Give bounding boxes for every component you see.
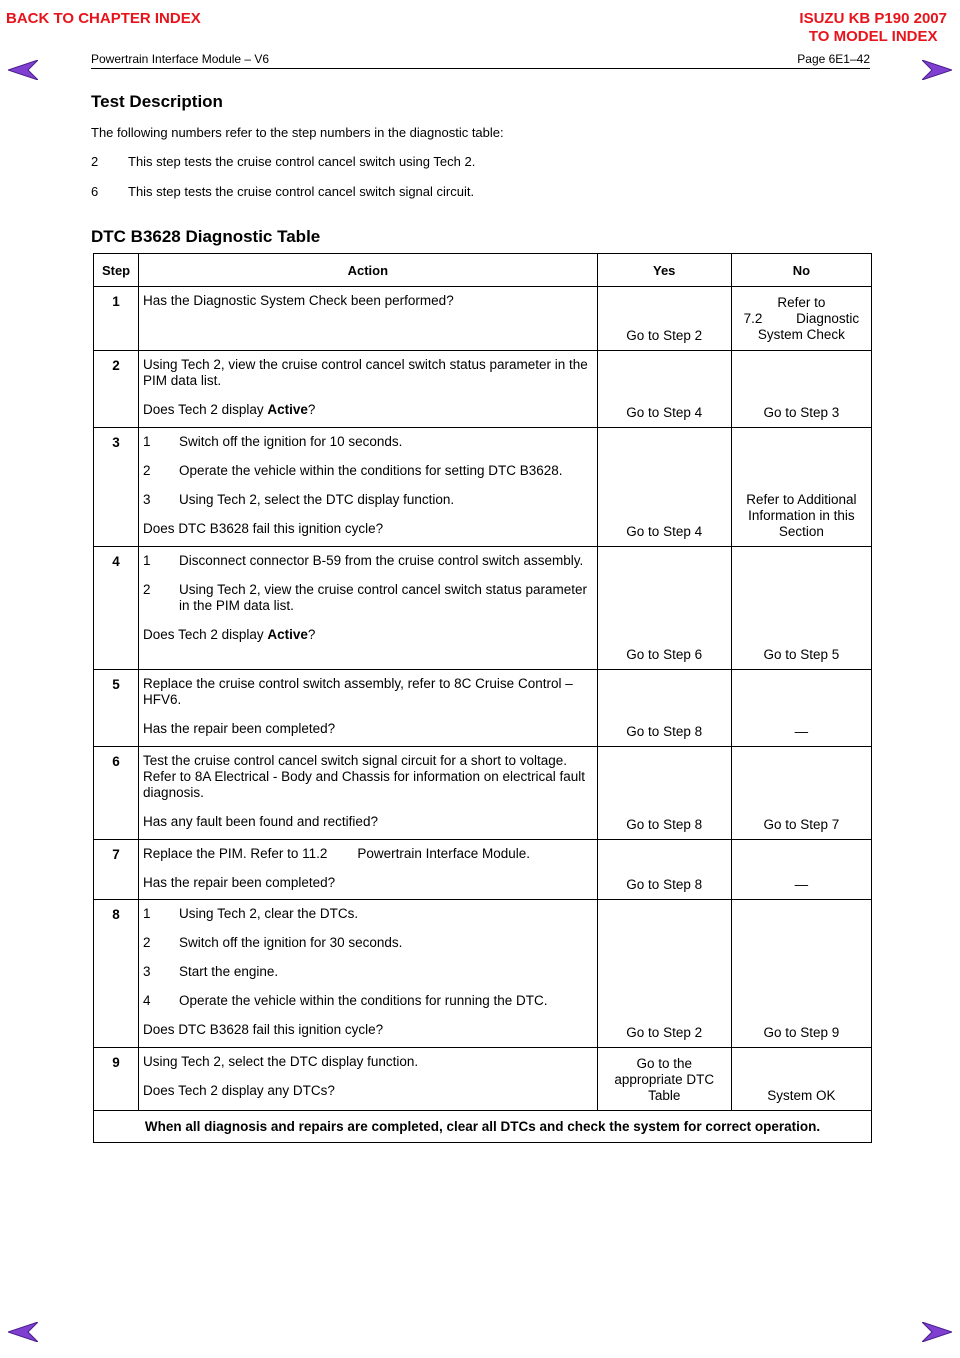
no-cell: — bbox=[731, 840, 871, 900]
model-index-link[interactable] bbox=[799, 10, 947, 46]
yes-cell: Go to Step 4 bbox=[597, 428, 731, 547]
list-number: 2 bbox=[143, 935, 151, 950]
question-emphasis: Active bbox=[267, 627, 308, 642]
action-cell bbox=[139, 900, 598, 1048]
action-list-item bbox=[143, 463, 595, 479]
yes-cell: Go to Step 2 bbox=[597, 287, 731, 351]
table-footer-note: When all diagnosis and repairs are completed, clear all DTCs and check the system for correct operation. bbox=[94, 1111, 872, 1143]
step-note bbox=[91, 184, 474, 199]
yes-cell: Go to Step 4 bbox=[597, 351, 731, 428]
table-footer-row bbox=[94, 1111, 872, 1143]
action-question bbox=[143, 627, 595, 643]
table-row bbox=[94, 670, 872, 747]
step-note bbox=[91, 154, 475, 169]
list-text: Switch off the ignition for 10 seconds. bbox=[179, 434, 403, 449]
diagnostic-table-heading: DTC B3628 Diagnostic Table bbox=[91, 227, 321, 246]
yes-cell: Go to Step 8 bbox=[597, 670, 731, 747]
action-text: Replace the PIM. Refer to 11.2 Powertrain Interface Module. bbox=[143, 846, 530, 861]
list-text: Operate the vehicle within the conditions for running the DTC. bbox=[179, 993, 548, 1008]
running-header-page: Page 6E1–42 bbox=[797, 52, 870, 66]
action-cell bbox=[139, 287, 598, 351]
action-list-item bbox=[143, 993, 595, 1009]
header-divider bbox=[91, 68, 870, 69]
action-question: Has the repair been completed? bbox=[143, 721, 336, 736]
list-text: Using Tech 2, view the cruise control cancel switch status parameter in the PIM data list. bbox=[179, 582, 587, 613]
table-row bbox=[94, 547, 872, 670]
question-text: Does Tech 2 display bbox=[143, 402, 268, 417]
no-cell: Go to Step 5 bbox=[731, 547, 871, 670]
list-number: 4 bbox=[143, 993, 151, 1008]
step-number: 7 bbox=[94, 840, 139, 900]
action-list-item bbox=[143, 582, 595, 614]
action-question bbox=[143, 402, 595, 418]
prev-page-arrow-icon-bottom[interactable] bbox=[8, 1322, 38, 1342]
action-list-item bbox=[143, 553, 595, 569]
step-number: 3 bbox=[94, 428, 139, 547]
action-cell bbox=[139, 840, 598, 900]
intro-paragraph: The following numbers refer to the step numbers in the diagnostic table: bbox=[91, 125, 504, 140]
question-end: ? bbox=[307, 627, 316, 642]
running-header-module: Powertrain Interface Module – V6 bbox=[91, 52, 270, 66]
action-question: Has the repair been completed? bbox=[143, 875, 336, 890]
step-note-number: 6 bbox=[91, 184, 99, 199]
column-header-action: Action bbox=[139, 254, 598, 287]
step-number: 4 bbox=[94, 547, 139, 670]
prev-page-arrow-icon[interactable] bbox=[8, 60, 38, 80]
action-text: Using Tech 2, select the DTC display function. bbox=[143, 1054, 419, 1069]
step-note-text: This step tests the cruise control cancel switch signal circuit. bbox=[128, 184, 475, 199]
diagnostic-table bbox=[93, 253, 872, 1143]
list-number: 1 bbox=[143, 906, 151, 921]
model-title-line: ISUZU KB P190 2007 bbox=[799, 10, 947, 27]
no-cell: System OK bbox=[731, 1048, 871, 1111]
no-cell: Refer to 7.2 Diagnostic System Check bbox=[731, 287, 871, 351]
table-row bbox=[94, 428, 872, 547]
step-number: 6 bbox=[94, 747, 139, 840]
column-header-step: Step bbox=[94, 254, 139, 287]
list-text: Using Tech 2, clear the DTCs. bbox=[179, 906, 359, 921]
action-text: Replace the cruise control switch assembly, refer to 8C Cruise Control – HFV6. bbox=[143, 676, 573, 707]
table-row bbox=[94, 840, 872, 900]
list-number: 3 bbox=[143, 964, 151, 979]
table-row bbox=[94, 747, 872, 840]
yes-cell: Go to Step 2 bbox=[597, 900, 731, 1048]
action-cell bbox=[139, 428, 598, 547]
action-question: Does Tech 2 display any DTCs? bbox=[143, 1083, 335, 1098]
list-number: 2 bbox=[143, 463, 151, 478]
list-text: Disconnect connector B-59 from the cruise control switch assembly. bbox=[179, 553, 584, 568]
question-emphasis: Active bbox=[267, 402, 308, 417]
list-number: 2 bbox=[143, 582, 151, 597]
action-text: Using Tech 2, view the cruise control cancel switch status parameter in the PIM data list. bbox=[143, 357, 588, 388]
no-cell: — bbox=[731, 670, 871, 747]
action-cell bbox=[139, 351, 598, 428]
next-page-arrow-icon-bottom[interactable] bbox=[922, 1322, 952, 1342]
step-note-text: This step tests the cruise control cancel switch using Tech 2. bbox=[128, 154, 476, 169]
no-cell: Go to Step 3 bbox=[731, 351, 871, 428]
step-number: 8 bbox=[94, 900, 139, 1048]
table-header-row bbox=[94, 254, 872, 287]
action-question: Does DTC B3628 fail this ignition cycle? bbox=[143, 1022, 384, 1037]
column-header-yes: Yes bbox=[597, 254, 731, 287]
yes-cell: Go to Step 6 bbox=[597, 547, 731, 670]
action-question: Does DTC B3628 fail this ignition cycle? bbox=[143, 521, 384, 536]
action-text: Has the Diagnostic System Check been performed? bbox=[143, 293, 454, 308]
no-cell: Refer to Additional Information in this Section bbox=[731, 428, 871, 547]
table-row bbox=[94, 1048, 872, 1111]
next-page-arrow-icon[interactable] bbox=[922, 60, 952, 80]
back-to-chapter-index-link[interactable]: BACK TO CHAPTER INDEX bbox=[6, 10, 201, 27]
action-list-item bbox=[143, 906, 595, 922]
action-cell bbox=[139, 1048, 598, 1111]
action-list-item bbox=[143, 434, 595, 450]
action-cell bbox=[139, 747, 598, 840]
action-question: Has any fault been found and rectified? bbox=[143, 814, 378, 829]
to-model-index-line: TO MODEL INDEX bbox=[808, 28, 938, 45]
list-number: 1 bbox=[143, 553, 151, 568]
question-text: Does Tech 2 display bbox=[143, 627, 268, 642]
table-row bbox=[94, 287, 872, 351]
action-cell bbox=[139, 547, 598, 670]
list-text: Using Tech 2, select the DTC display function. bbox=[179, 492, 455, 507]
list-text: Switch off the ignition for 30 seconds. bbox=[179, 935, 403, 950]
no-cell: Go to Step 9 bbox=[731, 900, 871, 1048]
action-list-item bbox=[143, 964, 595, 980]
step-number: 2 bbox=[94, 351, 139, 428]
action-cell bbox=[139, 670, 598, 747]
step-number: 1 bbox=[94, 287, 139, 351]
action-list-item bbox=[143, 492, 595, 508]
action-text: Test the cruise control cancel switch signal circuit for a short to voltage. Refer to 8A Electrical - Body and Chassis for information on electrical fault diagnosis. bbox=[143, 753, 586, 800]
yes-cell: Go to the appropriate DTC Table bbox=[597, 1048, 731, 1111]
yes-cell: Go to Step 8 bbox=[597, 747, 731, 840]
list-number: 1 bbox=[143, 434, 151, 449]
yes-cell: Go to Step 8 bbox=[597, 840, 731, 900]
list-text: Operate the vehicle within the conditions for setting DTC B3628. bbox=[179, 463, 563, 478]
test-description-heading: Test Description bbox=[91, 92, 223, 111]
table-row bbox=[94, 900, 872, 1048]
table-row bbox=[94, 351, 872, 428]
list-text: Start the engine. bbox=[179, 964, 279, 979]
step-number: 9 bbox=[94, 1048, 139, 1111]
step-note-number: 2 bbox=[91, 154, 99, 169]
list-number: 3 bbox=[143, 492, 151, 507]
question-end: ? bbox=[307, 402, 316, 417]
action-list-item bbox=[143, 935, 595, 951]
column-header-no: No bbox=[731, 254, 871, 287]
step-number: 5 bbox=[94, 670, 139, 747]
no-cell: Go to Step 7 bbox=[731, 747, 871, 840]
